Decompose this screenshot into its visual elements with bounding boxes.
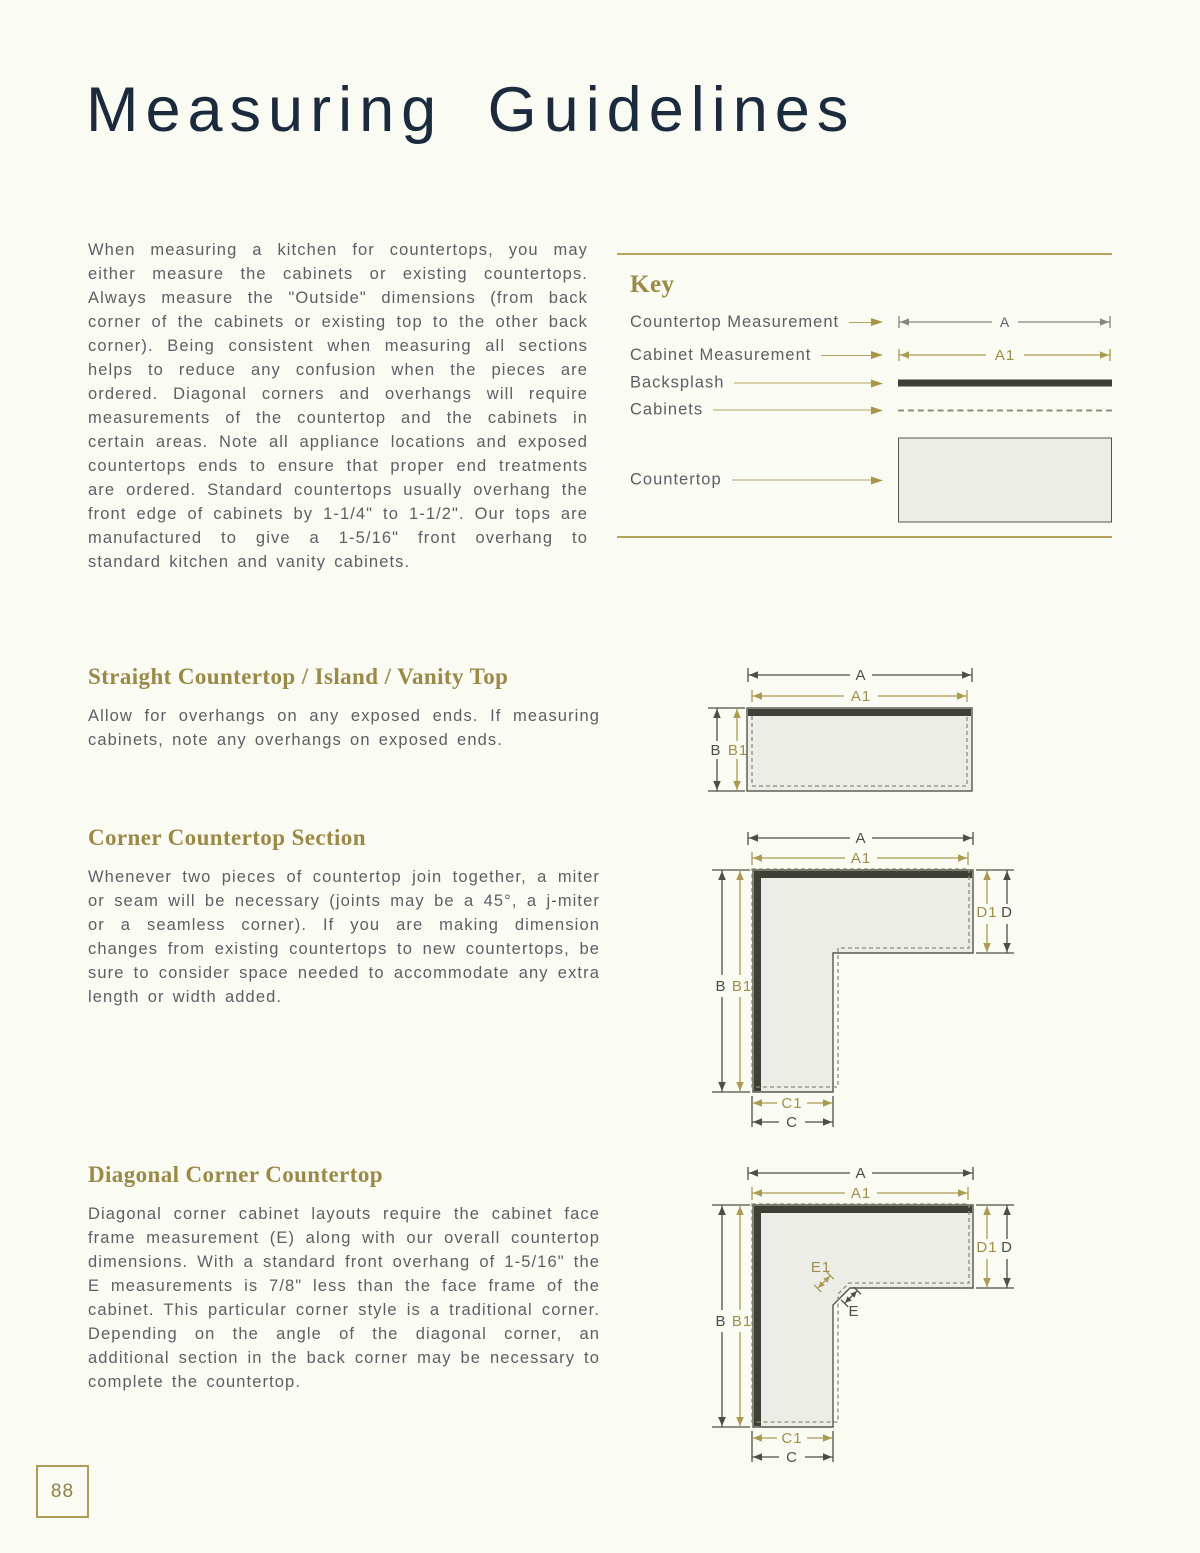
key-row-label: Cabinets bbox=[630, 400, 704, 419]
arrow-right-icon bbox=[871, 476, 883, 484]
dim-label-b1: B1 bbox=[731, 1313, 753, 1330]
dimension-line-dark-symbol bbox=[898, 312, 1112, 332]
key-row-label: Countertop Measurement bbox=[630, 312, 840, 331]
dim-label-b: B bbox=[715, 1313, 727, 1330]
intro-paragraph: When measuring a kitchen for countertops, you may either measure the cabinets or existing countertops. Always measure the "Outside" dimensions (from back corner of the cabinets or existing top to the other back corner). Being consistent when measuring all sections helps to reduce any confusion when the pieces are ordered. Diagonal corners and overhangs will require measurements of the countertop and the cabinets in certain areas. Note all appliance locations and exposed countertops ends to ensure that proper end treatments are ordered. Standard countertops usually overhang the front edge of cabinets by 1-1/4" to 1-1/2". Our tops are manufactured to give a 1-5/16" front overhang to standard kitchen and vanity cabinets. bbox=[88, 241, 588, 571]
dim-label-a: A bbox=[855, 667, 867, 684]
section-heading-corner: Corner Countertop Section bbox=[88, 825, 366, 850]
page-title: Measuring Guidelines bbox=[86, 75, 856, 145]
dim-label-a: A bbox=[999, 314, 1011, 330]
dim-label-b1: B1 bbox=[727, 742, 749, 759]
section-body-straight: Allow for overhangs on any exposed ends. If measuring cabinets, note any overhangs on exposed ends. bbox=[88, 707, 600, 749]
dim-label-d: D bbox=[1001, 904, 1013, 921]
backsplash-bar-symbol bbox=[898, 380, 1112, 387]
key-row-backsplash bbox=[630, 374, 1112, 393]
dim-label-c1: C1 bbox=[781, 1430, 803, 1447]
key-legend-panel bbox=[617, 253, 1112, 538]
dim-label-e1: E1 bbox=[810, 1259, 832, 1276]
dim-label-c: C bbox=[786, 1114, 798, 1131]
page-number: 88 bbox=[50, 1480, 75, 1502]
dim-label-a1: A1 bbox=[850, 850, 872, 867]
legend-connector-line bbox=[734, 383, 872, 384]
dim-label-e: E bbox=[848, 1303, 860, 1320]
arrow-right-icon bbox=[871, 406, 883, 414]
dim-label-a1: A1 bbox=[994, 347, 1016, 364]
straight-countertop-diagram bbox=[700, 655, 1020, 805]
key-row-label: Backsplash bbox=[630, 373, 725, 392]
dim-label-c1: C1 bbox=[781, 1095, 803, 1112]
legend-connector-line bbox=[821, 355, 872, 356]
dimension-line-gold-symbol bbox=[898, 345, 1112, 365]
dim-label-a1: A1 bbox=[850, 1185, 872, 1202]
diagonal-corner-diagram bbox=[700, 1160, 1030, 1470]
arrow-right-icon bbox=[871, 351, 883, 359]
dim-label-a1: A1 bbox=[850, 688, 872, 705]
dim-label-a: A bbox=[855, 1165, 867, 1182]
key-panel-divider bbox=[617, 536, 1112, 538]
legend-connector-line bbox=[713, 410, 872, 411]
key-row-countertop-measurement bbox=[630, 312, 1112, 332]
dim-label-c: C bbox=[786, 1449, 798, 1466]
legend-connector-line bbox=[732, 480, 872, 481]
dim-label-b: B bbox=[710, 742, 722, 759]
key-row-cabinets bbox=[630, 401, 1112, 420]
page-number-box bbox=[36, 1465, 89, 1518]
section-heading-straight: Straight Countertop / Island / Vanity Top bbox=[88, 664, 509, 689]
dim-label-a: A bbox=[855, 830, 867, 847]
corner-countertop-diagram bbox=[700, 825, 1030, 1135]
key-row-label: Countertop bbox=[630, 470, 722, 489]
dim-label-b1: B1 bbox=[731, 978, 753, 995]
dim-label-b: B bbox=[715, 978, 727, 995]
section-body-corner: Whenever two pieces of countertop join together, a miter or seam will be necessary (joints may be a 45°, a j-miter or a seamless corner). If you are making dimension changes from existing countertops to new countertops, be sure to consider space needed to accommodate any extra length or width added. bbox=[88, 868, 600, 1006]
key-row-countertop bbox=[630, 438, 1112, 523]
key-row-label: Cabinet Measurement bbox=[630, 345, 812, 364]
countertop-swatch-symbol bbox=[898, 438, 1112, 523]
section-heading-diagonal: Diagonal Corner Countertop bbox=[88, 1162, 383, 1187]
dim-label-d: D bbox=[1001, 1239, 1013, 1256]
cabinets-dashed-symbol bbox=[898, 409, 1112, 411]
section-body-diagonal: Diagonal corner cabinet layouts require the cabinet face frame measurement (E) along with our overall countertop dimensions. With a standard front overhang of 1-5/16" the E measurements is 7/8" less than the face frame of the cabinet. This particular corner style is a traditional corner. Depending on the angle of the diagonal corner, an additional section in the back corner may be necessary to complete the countertop. bbox=[88, 1205, 600, 1391]
legend-connector-line bbox=[849, 322, 872, 323]
dim-label-d1: D1 bbox=[976, 1239, 998, 1256]
arrow-right-icon bbox=[871, 379, 883, 387]
key-row-cabinet-measurement bbox=[630, 345, 1112, 365]
arrow-right-icon bbox=[871, 318, 883, 326]
dim-label-d1: D1 bbox=[976, 904, 998, 921]
key-heading: Key bbox=[630, 271, 675, 298]
